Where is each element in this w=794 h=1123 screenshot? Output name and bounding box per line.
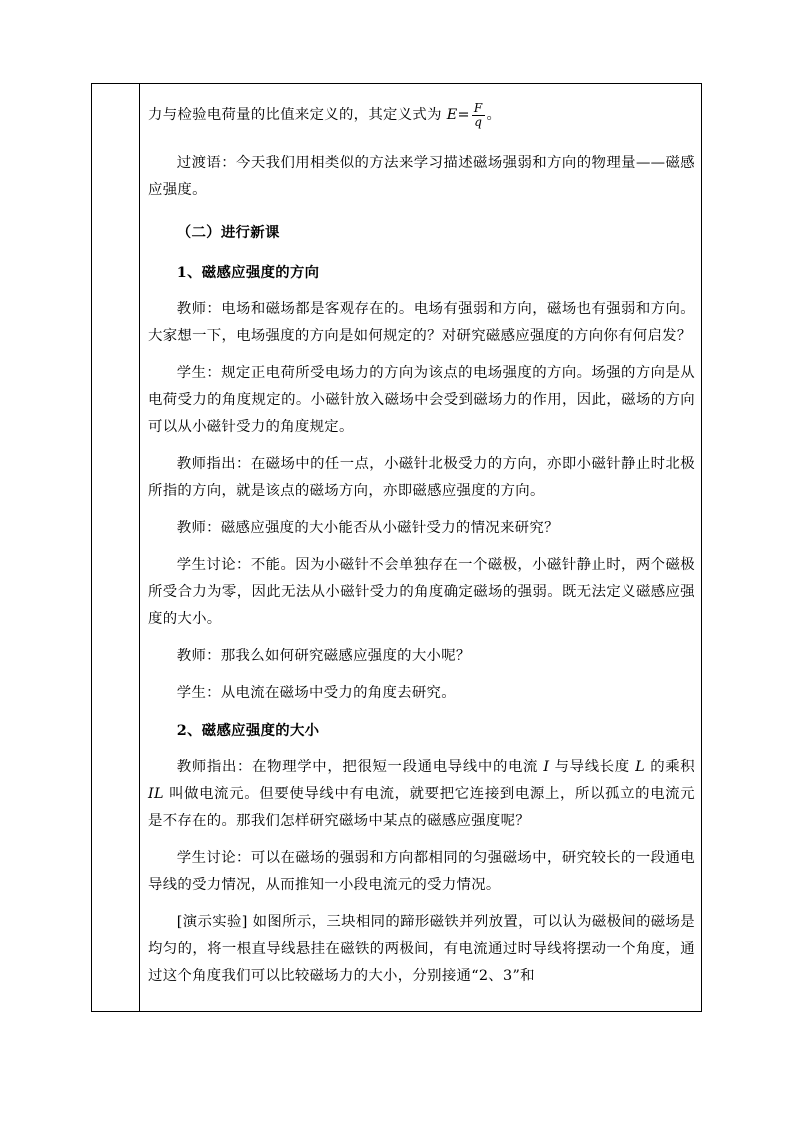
- paragraph-demo-experiment: [演示实验] 如图所示，三块相同的蹄形磁铁并列放置，可以认为磁极间的磁场是均匀的，将一根直导线悬挂在磁铁的两极间，有电流通过时导线将摆动一个角度，通过这个角度我们可以比较磁场力的大小，分别接通“2、3”和: [148, 914, 695, 984]
- paragraph-teacher-2: 教师：磁感应强度的大小能否从小磁针受力的情况来研究？: [176, 520, 559, 536]
- paragraph-transition: 过渡语：今天我们用相类似的方法来学习描述磁场强弱和方向的物理量——磁感应强度。: [148, 155, 695, 198]
- heading-new-lesson: （二）进行新课: [176, 224, 280, 241]
- paragraph-teacher-3: 教师：那我么如何研究磁感应强度的大小呢？: [176, 648, 471, 664]
- lesson-content: [140, 84, 701, 990]
- heading-magnitude: 2、磁感应强度的大小: [176, 722, 320, 739]
- heading-direction: 1、磁感应强度的方向: [176, 264, 320, 281]
- paragraph-definition: 力与检验电荷量的比值来定义的，其定义式为 E= $\frac{F}{q}$ 。: [148, 100, 502, 129]
- paragraph-student-discussion-1: 学生讨论：不能。因为小磁针不会单独存在一个磁极，小磁针静止时，两个磁极所受合力为零，因此无法从小磁针受力的角度确定磁场的强弱。既无法定义磁感应强度的大小。: [148, 557, 695, 627]
- paragraph-teacher-point-1: 教师指出：在磁场中的任一点，小磁针北极受力的方向，亦即小磁针静止时北极所指的方向，就是该点的磁场方向，亦即磁感应强度的方向。: [148, 456, 695, 499]
- paragraph-teacher-point-2: 教师指出：在物理学中，把很短一段通电导线中的电流 I 与导线长度 L 的乘积 IL 叫做电流元。但要使导线中有电流，就要把它连接到电源上，所以孤立的电流元是不存在的。那我们怎样研究磁场中某点的磁感应强度呢？: [148, 759, 695, 829]
- paragraph-student-2: 学生：从电流在磁场中受力的角度去研究。: [176, 685, 456, 701]
- paragraph-student-discussion-2: 学生讨论：可以在磁场的强弱和方向都相同的匀强磁场中，研究较长的一段通电导线的受力情况，从而推知一小段电流元的受力情况。: [148, 850, 695, 893]
- paragraph-teacher-1: 教师：电场和磁场都是客观存在的。电场有强弱和方向，磁场也有强弱和方向。大家想一下，电场强度的方向是如何规定的？对研究磁感应强度的方向你有何启发？: [148, 301, 695, 344]
- fraction-f-over-q: $\frac{F}{q}$: [473, 100, 483, 129]
- paragraph-student-1: 学生：规定正电荷所受电场力的方向为该点的电场强度的方向。场强的方向是从电荷受力的角度规定的。小磁针放入磁场中会受到磁场力的作用，因此，磁场的方向可以从小磁针受力的角度规定。: [148, 365, 695, 435]
- lesson-table: [91, 83, 702, 1012]
